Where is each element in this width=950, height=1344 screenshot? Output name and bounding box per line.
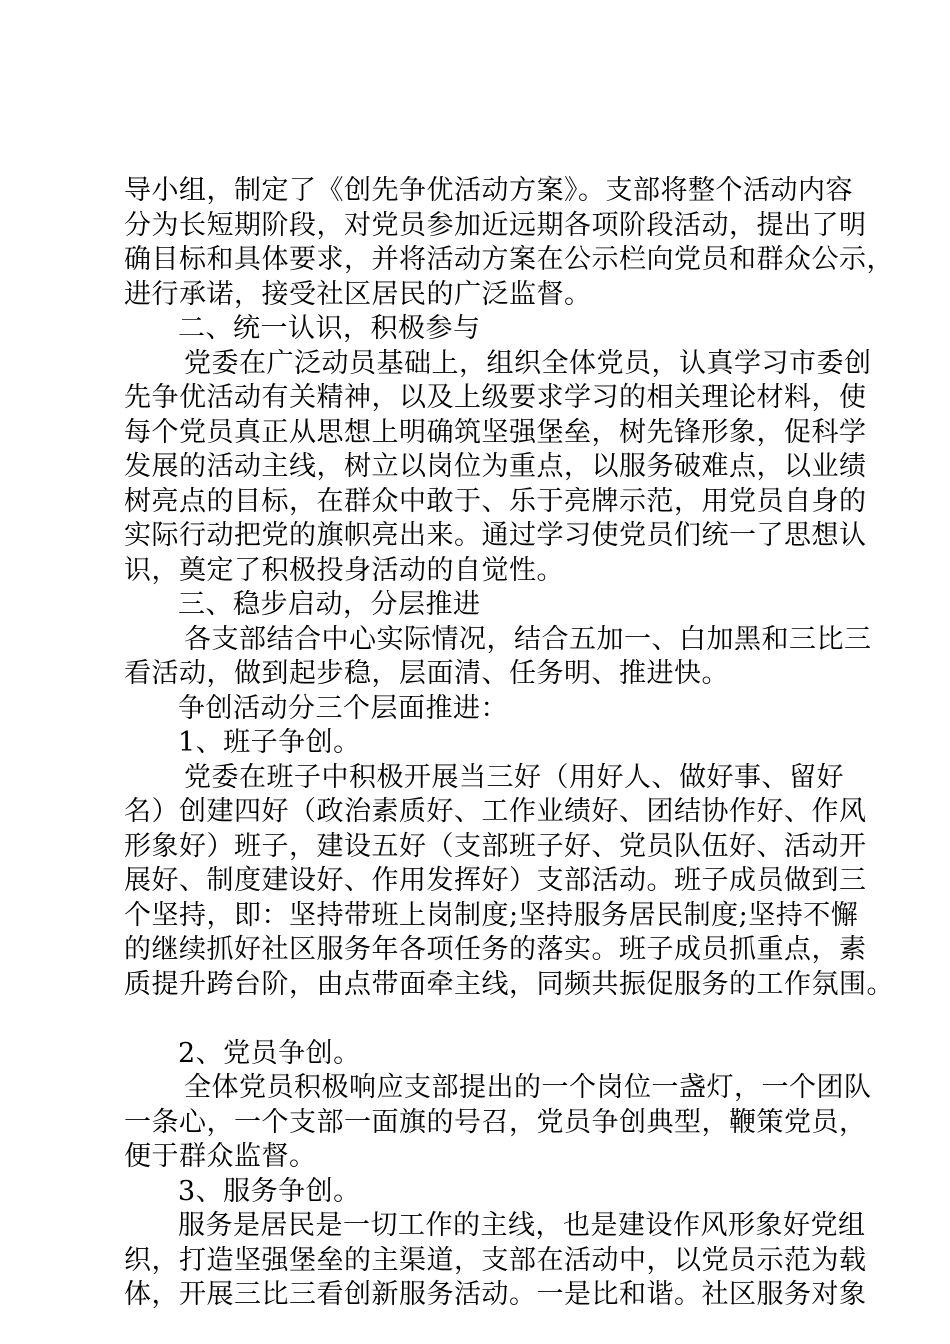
text-line-4: 进行承诺，接受社区居民的广泛监督。 xyxy=(124,278,592,310)
subsection-heading-1: 1、班子争创。 xyxy=(178,727,361,758)
text-line-6: 党委在广泛动员基础上，组织全体党员，认真学习市委创 xyxy=(184,347,872,379)
text-line-32: 织，打造坚强堡垒的主渠道，支部在活动中，以党员示范为载 xyxy=(124,1244,867,1276)
text-line-28: 一条心，一个支部一面旗的号召，党员争创典型，鞭策党员， xyxy=(124,1106,867,1138)
text-line-18: 党委在班子中积极开展当三好（用好人、做好事、留好 xyxy=(184,761,844,793)
subsection-heading-3: 3、服务争创。 xyxy=(178,1175,361,1207)
text-line-16: 争创活动分三个层面推进： xyxy=(178,692,508,724)
text-line-11: 实际行动把党的旗帜亮出来。通过学习使党员们统一了思想认 xyxy=(124,520,867,551)
text-line-2: 分为长短期阶段，对党员参加近远期各项阶段活动，提出了明 xyxy=(124,209,867,241)
text-line-21: 展好、制度建设好、作用发挥好）支部活动。班子成员做到三 xyxy=(124,865,867,896)
text-line-14: 各支部结合中心实际情况，结合五加一、白加黑和三比三 xyxy=(184,623,872,655)
section-heading-3: 三、稳步启动，分层推进 xyxy=(178,589,481,620)
text-line-8: 每个党员真正从思想上明确筑坚强堡垒，树先锋形象，促科学 xyxy=(124,416,867,448)
text-line-23: 的继续抓好社区服务年各项任务的落实。班子成员抓重点，素 xyxy=(124,934,867,965)
text-line-10: 树亮点的目标，在群众中敢于、乐于亮牌示范，用党员自身的 xyxy=(124,485,867,517)
text-line-33: 体，开展三比三看创新服务活动。一是比和谐。社区服务对象 xyxy=(124,1279,867,1310)
text-line-31: 服务是居民是一切工作的主线，也是建设作风形象好党组 xyxy=(178,1210,866,1241)
subsection-heading-2: 2、党员争创。 xyxy=(178,1037,361,1069)
section-heading-2: 二、统一认识，积极参与 xyxy=(178,313,481,344)
text-line-9: 发展的活动主线，树立以岗位为重点，以服务破难点，以业绩 xyxy=(124,451,867,482)
text-line-3: 确目标和具体要求，并将活动方案在公示栏向党员和群众公示， xyxy=(124,244,894,275)
text-line-19: 名）创建四好（政治素质好、工作业绩好、团结协作好、作风 xyxy=(124,796,867,827)
text-line-7: 先争优活动有关精神，以及上级要求学习的相关理论材料，使 xyxy=(124,382,867,413)
text-line-1: 导小组，制定了《创先争优活动方案》。支部将整个活动内容 xyxy=(124,175,853,206)
text-line-27: 全体党员积极响应支部提出的一个岗位一盏灯，一个团队 xyxy=(184,1072,872,1103)
text-line-15: 看活动，做到起步稳，层面清、任务明、推进快。 xyxy=(124,658,729,689)
document-body xyxy=(124,174,894,1313)
text-line-24: 质提升跨台阶，由点带面牵主线，同频共振促服务的工作氛围。 xyxy=(124,968,894,1000)
blank-line xyxy=(124,1002,844,1037)
text-line-20: 形象好）班子，建设五好（支部班子好、党员队伍好、活动开 xyxy=(124,830,867,862)
text-line-12: 识，奠定了积极投身活动的自觉性。 xyxy=(124,554,564,586)
text-line-29: 便于群众监督。 xyxy=(124,1141,317,1172)
text-line-22: 个坚持，即：坚持带班上岗制度;坚持服务居民制度;坚持不懈 xyxy=(124,899,859,931)
